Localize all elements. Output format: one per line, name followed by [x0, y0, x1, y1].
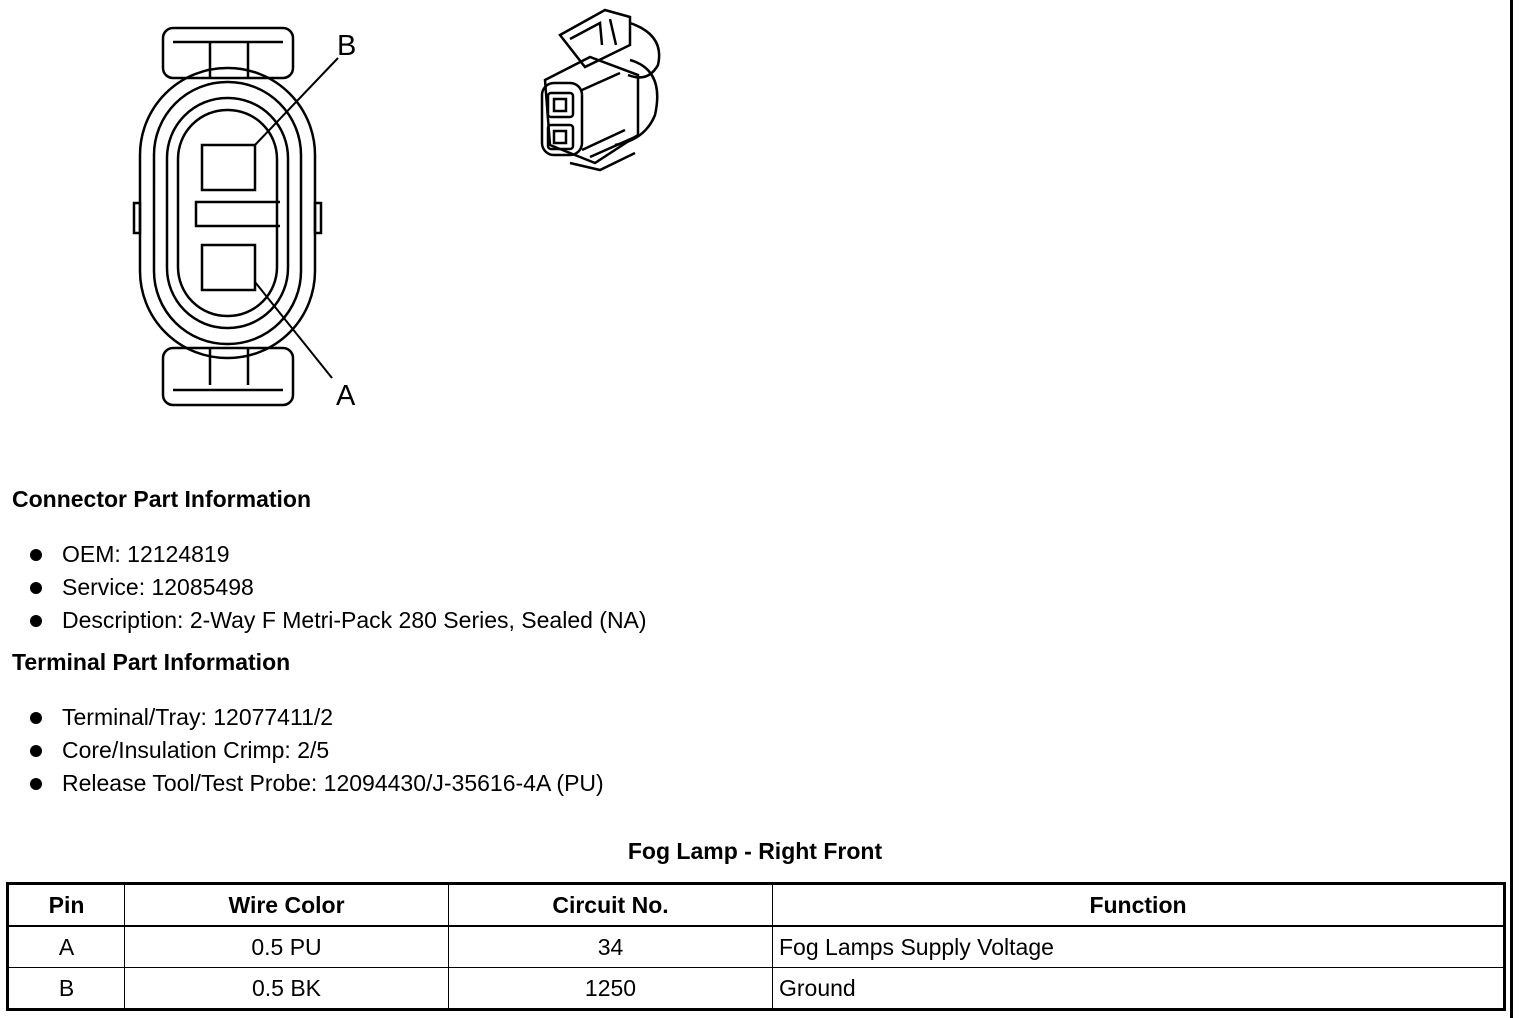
connector-isometric-diagram — [530, 5, 670, 175]
cell-circuit-no: 1250 — [449, 968, 773, 1010]
bullet-icon — [30, 745, 42, 757]
cell-function: Fog Lamps Supply Voltage — [773, 926, 1505, 968]
terminal-info-heading: Terminal Part Information — [12, 649, 291, 675]
page-right-border — [1510, 0, 1513, 1018]
list-item-text: Service: 12085498 — [62, 574, 254, 600]
list-item — [28, 706, 604, 739]
list-item — [28, 609, 647, 642]
list-item-text: Description: 2-Way F Metri-Pack 280 Series, Sealed (NA) — [62, 607, 647, 633]
table-header-row — [8, 884, 1505, 927]
pin-callout-a: A — [336, 380, 356, 412]
cell-wire-color: 0.5 BK — [125, 968, 449, 1010]
pin-callout-b: B — [337, 30, 357, 62]
column-header-wire-color: Wire Color — [125, 884, 449, 927]
table-row — [8, 926, 1505, 968]
connector-info-list — [28, 543, 647, 642]
pin-table — [6, 882, 1506, 1011]
bullet-icon — [30, 582, 42, 594]
table-row — [8, 968, 1505, 1010]
connector-info-heading: Connector Part Information — [12, 486, 312, 512]
list-item — [28, 739, 604, 772]
list-item-text: Terminal/Tray: 12077411/2 — [62, 704, 334, 730]
cell-circuit-no: 34 — [449, 926, 773, 968]
list-item-text: Release Tool/Test Probe: 12094430/J-35616-4A (PU) — [62, 770, 604, 796]
column-header-function: Function — [773, 884, 1505, 927]
cell-pin: A — [8, 926, 125, 968]
list-item — [28, 576, 647, 609]
list-item-text: Core/Insulation Crimp: 2/5 — [62, 737, 330, 763]
cell-pin: B — [8, 968, 125, 1010]
list-item-text: OEM: 12124819 — [62, 541, 230, 567]
pin-table-title: Fog Lamp - Right Front — [627, 838, 883, 864]
column-header-circuit-no: Circuit No. — [449, 884, 773, 927]
bullet-icon — [30, 615, 42, 627]
column-header-pin: Pin — [8, 884, 125, 927]
connector-face-diagram — [120, 20, 380, 420]
bullet-icon — [30, 549, 42, 561]
list-item — [28, 772, 604, 805]
bullet-icon — [30, 778, 42, 790]
list-item — [28, 543, 647, 576]
bullet-icon — [30, 712, 42, 724]
terminal-info-list — [28, 706, 604, 805]
cell-function: Ground — [773, 968, 1505, 1010]
cell-wire-color: 0.5 PU — [125, 926, 449, 968]
